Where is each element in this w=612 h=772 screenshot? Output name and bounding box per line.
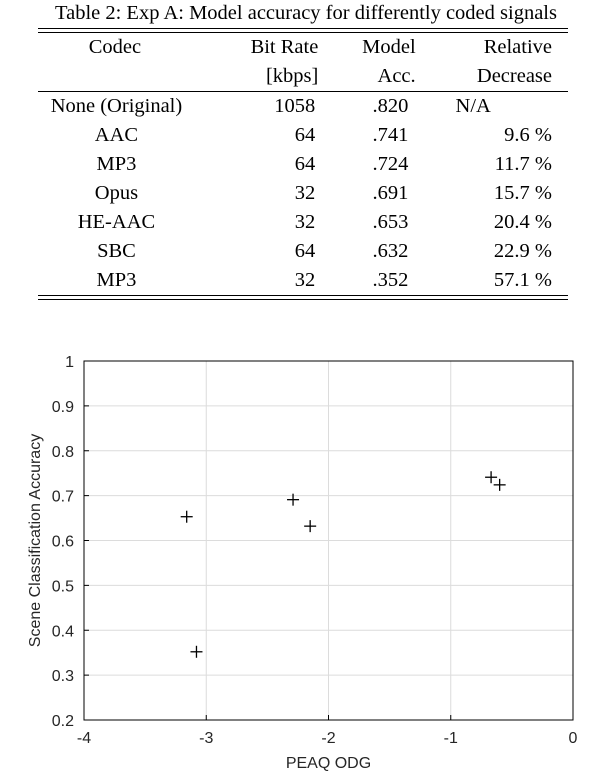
table-row (38, 121, 568, 150)
cell-codec: HE-AAC (77, 211, 156, 233)
cell-accuracy: .653 (372, 211, 409, 233)
scatter-point (485, 471, 497, 483)
cell-accuracy: .724 (372, 153, 409, 175)
x-axis-label: PEAQ ODG (285, 755, 372, 772)
cell-bitrate: 64 (294, 124, 316, 146)
cell-accuracy: .691 (372, 182, 409, 204)
cell-accuracy: .741 (372, 124, 409, 146)
cell-bitrate: 64 (294, 240, 316, 262)
table-row (38, 150, 568, 179)
table-bottom-rule (38, 295, 568, 300)
cell-bitrate: 1058 (274, 95, 316, 117)
cell-decrease: 15.7 % (493, 182, 552, 204)
y-tick-label: 0.9 (51, 398, 74, 416)
cell-accuracy: .352 (372, 269, 409, 291)
header-relative: Relative (483, 36, 552, 58)
grid (84, 361, 573, 720)
axis-ticks (52, 354, 578, 747)
header-model: Model (362, 36, 416, 58)
scatter-point (181, 511, 193, 523)
scatter-point (494, 479, 506, 491)
table-header-row-2 (38, 62, 568, 91)
cell-codec: SBC (97, 240, 136, 262)
cell-codec: Opus (94, 182, 139, 204)
table-row (38, 179, 568, 208)
x-tick-label: 0 (568, 730, 578, 747)
y-tick-label: 0.8 (51, 443, 74, 461)
cell-decrease: 22.9 % (493, 240, 552, 262)
cell-bitrate: 32 (294, 269, 316, 291)
cell-decrease: 20.4 % (493, 211, 552, 233)
scatter-chart (0, 345, 612, 772)
results-table (38, 28, 568, 300)
x-tick-label: -2 (321, 730, 336, 747)
table-row (38, 92, 568, 121)
table-header-row-1 (38, 33, 568, 62)
cell-decrease: 9.6 % (504, 124, 552, 146)
table-row (38, 208, 568, 237)
y-axis-label: Scene Classification Accuracy (27, 433, 44, 648)
x-tick-label: -3 (199, 730, 214, 747)
table-row (38, 237, 568, 266)
header-codec-2 (38, 62, 192, 91)
y-tick-label: 0.5 (51, 578, 74, 596)
y-tick-label: 0.4 (51, 623, 74, 641)
cell-decrease: N/A (455, 95, 491, 117)
x-tick-label: -1 (443, 730, 458, 747)
scatter-point (304, 520, 316, 532)
header-bitrate: Bit Rate (250, 36, 319, 58)
x-tick-label: -4 (76, 730, 92, 747)
y-tick-label: 1 (65, 354, 74, 371)
cell-codec: AAC (94, 124, 139, 146)
cell-bitrate: 64 (294, 153, 316, 175)
cell-bitrate: 32 (294, 182, 316, 204)
cell-decrease: 57.1 % (493, 269, 552, 291)
cell-codec: MP3 (96, 153, 137, 175)
y-tick-label: 0.3 (51, 668, 74, 686)
table-row (38, 266, 568, 295)
header-bitrate-unit: [kbps] (265, 65, 319, 87)
y-tick-label: 0.6 (51, 533, 74, 551)
cell-decrease: 11.7 % (494, 153, 552, 175)
header-acc: Acc. (377, 65, 416, 87)
cell-codec: MP3 (96, 269, 137, 291)
header-decrease: Decrease (476, 65, 552, 87)
cell-codec: None (Original) (50, 95, 183, 117)
cell-accuracy: .632 (372, 240, 409, 262)
header-codec: Codec (88, 36, 142, 58)
table-body (38, 92, 568, 295)
cell-bitrate: 32 (294, 211, 316, 233)
y-tick-label: 0.7 (51, 488, 74, 506)
cell-accuracy: .820 (372, 95, 409, 117)
table-caption: Table 2: Exp A: Model accuracy for differently coded signals (55, 2, 557, 24)
scatter-point (190, 646, 202, 658)
y-tick-label: 0.2 (51, 713, 74, 730)
